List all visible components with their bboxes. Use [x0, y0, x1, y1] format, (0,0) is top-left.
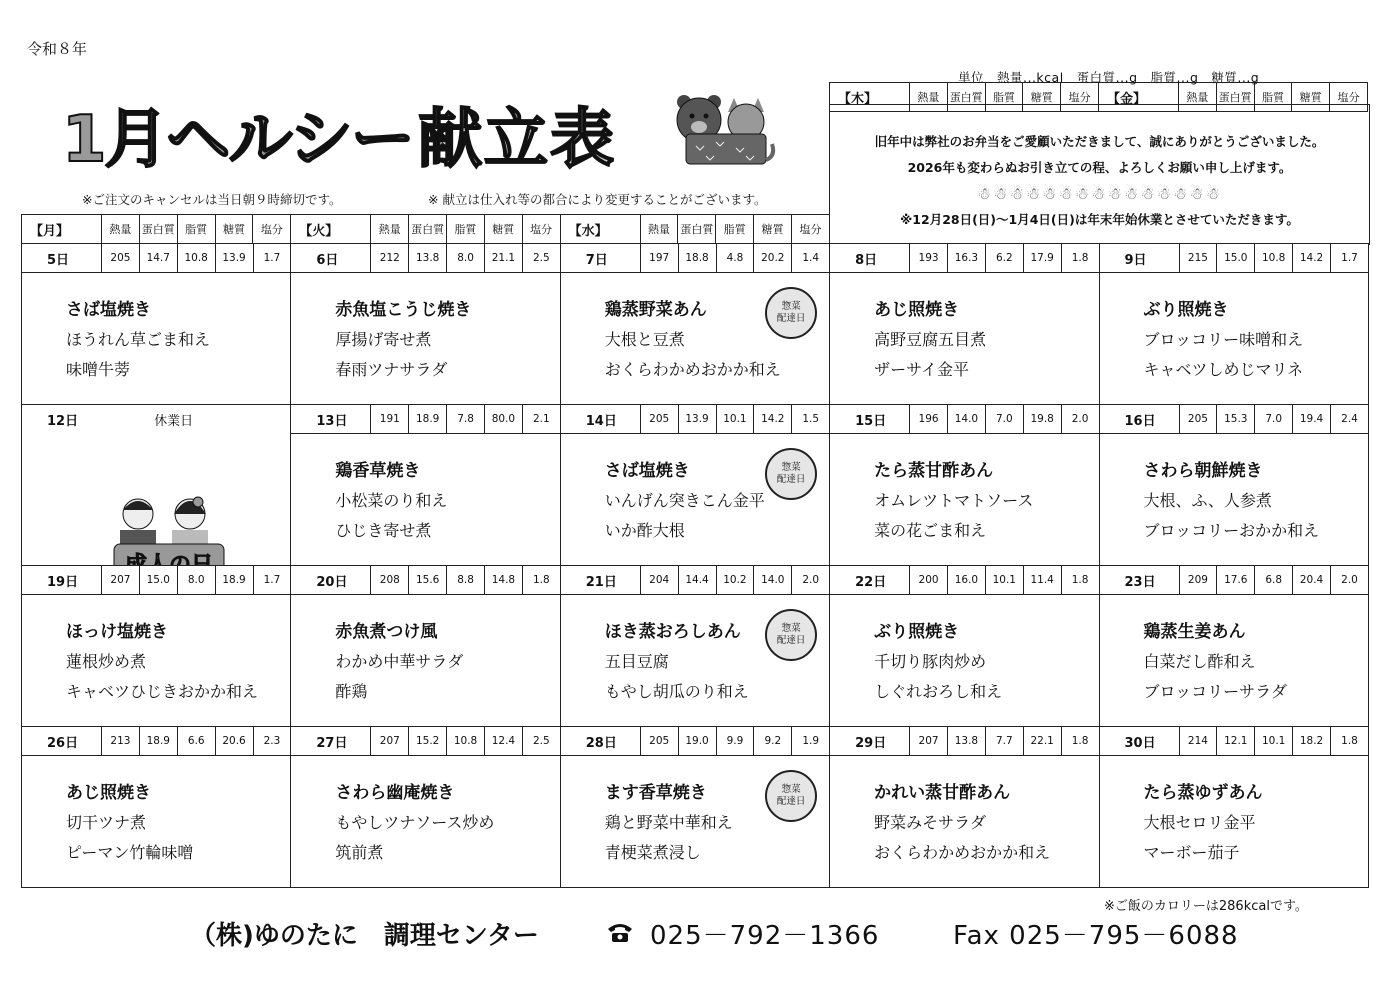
sugar-value: 13.9 — [215, 244, 253, 273]
fat-value: 10.1 — [985, 566, 1023, 595]
main-dish: あじ照焼き — [66, 783, 151, 803]
day-date: 6日 — [291, 244, 371, 273]
day-menu-cell — [22, 756, 291, 888]
phone-number: 025－792－1366 — [650, 921, 880, 951]
week-menu-row — [22, 434, 1369, 566]
weekday-thu: 【木】 — [830, 83, 910, 112]
col-protein: 蛋白質 — [409, 215, 447, 244]
col-kcal: 熱量 — [102, 215, 140, 244]
salt-value: 2.3 — [253, 727, 291, 756]
day-menu-cell — [291, 595, 560, 727]
col-sugar: 糖質 — [484, 215, 522, 244]
menu-list — [291, 434, 559, 546]
greeting-box — [829, 104, 1370, 245]
col-salt: 塩分 — [522, 215, 560, 244]
kcal-value: 212 — [371, 244, 409, 273]
side-dish: ブロッコリー味噌和え — [1143, 330, 1304, 349]
delivery-day-badge-text: 惣菜 配達日 — [776, 301, 806, 324]
side-dish: 筑前煮 — [335, 843, 384, 862]
salt-value: 2.0 — [1331, 566, 1369, 595]
protein-value: 14.4 — [678, 566, 716, 595]
protein-value: 18.9 — [139, 727, 177, 756]
delivery-day-badge — [765, 448, 817, 500]
kcal-value: 196 — [910, 405, 948, 434]
menu-list — [291, 756, 559, 868]
main-dish: ほき蒸おろしあん — [604, 622, 741, 642]
side-dish: キャベツしめじマリネ — [1143, 360, 1304, 379]
fat-value: 10.8 — [177, 244, 215, 273]
kcal-value: 213 — [102, 727, 140, 756]
protein-value: 13.8 — [409, 244, 447, 273]
salt-value: 1.4 — [792, 244, 830, 273]
side-dish: ザーサイ金平 — [874, 360, 970, 379]
salt-value: 1.7 — [253, 566, 291, 595]
menu-list — [1100, 595, 1369, 707]
greeting-line-2: 2026年も変わらぬお引き立ての程、よろしくお願い申し上げます。 — [907, 160, 1292, 175]
side-dish: 厚揚げ寄せ煮 — [335, 330, 432, 349]
day-menu-cell — [1099, 434, 1369, 566]
fat-value: 7.0 — [1255, 405, 1293, 434]
protein-value: 12.1 — [1217, 727, 1255, 756]
main-dish: 赤魚煮つけ風 — [335, 622, 438, 642]
col-protein: 蛋白質 — [1216, 83, 1254, 112]
main-dish: かれい蒸甘酢あん — [874, 783, 1011, 803]
snowman-icons: ☃☃☃☃☃☃☃☃☃☃☃☃☃☃☃ — [976, 184, 1223, 203]
main-dish: あじ照焼き — [874, 300, 960, 320]
week-menu-row — [22, 756, 1369, 888]
side-dish: しぐれおろし和え — [874, 682, 1003, 701]
fat-value: 10.1 — [716, 405, 754, 434]
col-kcal: 熱量 — [371, 215, 409, 244]
bear-cat-illustration — [672, 90, 778, 168]
side-dish: もやし胡瓜のり和え — [604, 682, 749, 701]
side-dish: キャベツひじきおかか和え — [66, 682, 259, 701]
day-date: 13日 — [291, 405, 371, 434]
main-dish: ます香草焼き — [604, 783, 707, 803]
sugar-value: 9.2 — [754, 727, 792, 756]
kcal-value: 209 — [1179, 566, 1217, 595]
day-date: 21日 — [560, 566, 640, 595]
side-dish: わかめ中華サラダ — [335, 652, 464, 671]
sugar-value: 21.1 — [485, 244, 523, 273]
col-sugar: 糖質 — [215, 215, 253, 244]
day-menu-cell — [22, 273, 291, 405]
side-dish: もやしツナソース炒め — [335, 813, 495, 832]
kcal-value: 214 — [1179, 727, 1217, 756]
protein-value: 16.0 — [948, 566, 986, 595]
col-fat: 脂質 — [177, 215, 215, 244]
main-dish: さわら朝鮮焼き — [1143, 461, 1263, 481]
salt-value: 1.8 — [1331, 727, 1369, 756]
day-menu-cell — [1099, 273, 1369, 405]
day-menu-cell — [830, 273, 1099, 405]
day-date: 20日 — [291, 566, 371, 595]
kcal-value: 197 — [640, 244, 678, 273]
sugar-value: 14.8 — [485, 566, 523, 595]
kcal-value: 200 — [910, 566, 948, 595]
fat-value: 4.8 — [716, 244, 754, 273]
fat-value: 8.0 — [447, 244, 485, 273]
col-kcal: 熱量 — [910, 83, 948, 112]
col-sugar: 糖質 — [1023, 83, 1061, 112]
weekday-fri: 【金】 — [1098, 83, 1178, 112]
day-date: 22日 — [830, 566, 910, 595]
col-protein: 蛋白質 — [139, 215, 177, 244]
sugar-value: 19.8 — [1023, 405, 1061, 434]
day-menu-cell — [22, 595, 291, 727]
col-fat: 脂質 — [985, 83, 1023, 112]
protein-value: 19.0 — [678, 727, 716, 756]
side-dish: 五目豆腐 — [604, 652, 669, 671]
salt-value: 1.9 — [792, 727, 830, 756]
menu-grid — [21, 243, 1369, 888]
sugar-value: 20.4 — [1293, 566, 1331, 595]
day-menu-cell — [1099, 595, 1369, 727]
day-menu-cell — [830, 595, 1099, 727]
kcal-value: 205 — [102, 244, 140, 273]
protein-value: 15.6 — [409, 566, 447, 595]
delivery-day-badge — [765, 287, 817, 339]
main-dish: 鶏蒸野菜あん — [604, 300, 707, 320]
sugar-value: 80.0 — [485, 405, 523, 434]
unit-legend: 単位 熱量...kcal 蛋白質...g 脂質...g 糖質...g — [958, 70, 1260, 85]
kcal-value: 215 — [1179, 244, 1217, 273]
kcal-value: 208 — [371, 566, 409, 595]
day-menu-cell — [291, 434, 560, 566]
menu-list — [830, 434, 1098, 546]
side-dish: 青梗菜煮浸し — [604, 843, 701, 862]
coming-of-age-illustration — [94, 492, 234, 578]
protein-value: 14.0 — [948, 405, 986, 434]
protein-value: 15.3 — [1217, 405, 1255, 434]
side-dish: 味噌牛蒡 — [66, 360, 131, 379]
coming-of-age-text: 成人の日 — [124, 552, 214, 578]
weekday-wed: 【水】 — [560, 215, 640, 244]
date-label: 12日 — [47, 413, 79, 429]
side-dish: ほうれん草ごま和え — [66, 330, 211, 349]
sugar-value: 12.4 — [485, 727, 523, 756]
main-dish: 鶏香草焼き — [335, 461, 421, 481]
salt-value: 2.5 — [522, 244, 560, 273]
side-dish: 高野豆腐五目煮 — [874, 330, 987, 349]
greeting-line-1: 旧年中は弊社のお弁当をご愛顧いただきまして、誠にありがとうございました。 — [874, 134, 1325, 149]
menu-list — [830, 273, 1098, 385]
main-dish: さば塩焼き — [604, 461, 690, 481]
week-menu-row — [22, 595, 1369, 727]
main-dish: たら蒸ゆずあん — [1143, 783, 1263, 803]
menu-list — [830, 756, 1098, 868]
week-header-row — [22, 727, 1369, 756]
side-dish: 野菜みそサラダ — [874, 813, 986, 832]
protein-value: 17.6 — [1217, 566, 1255, 595]
main-dish: さば塩焼き — [66, 300, 151, 320]
kcal-value: 204 — [640, 566, 678, 595]
salt-value: 1.5 — [792, 405, 830, 434]
protein-value: 14.7 — [139, 244, 177, 273]
menu-list — [291, 273, 559, 385]
menu-list — [1100, 273, 1369, 385]
fat-value: 6.6 — [177, 727, 215, 756]
salt-value: 1.8 — [1061, 727, 1099, 756]
sugar-value: 14.2 — [1293, 244, 1331, 273]
fat-value: 7.8 — [447, 405, 485, 434]
side-dish: おくらわかめおかか和え — [604, 360, 781, 379]
day-menu-cell — [560, 595, 829, 727]
change-note: ※ 献立は仕入れ等の都合により変更することがございます。 — [428, 192, 767, 207]
day-date: 28日 — [560, 727, 640, 756]
salt-value: 1.8 — [522, 566, 560, 595]
page-title: 1月ヘルシー — [62, 103, 413, 177]
side-dish: 鶏と野菜中華和え — [604, 813, 733, 832]
day-menu-cell — [830, 434, 1099, 566]
side-dish: おくらわかめおかか和え — [874, 843, 1051, 862]
side-dish: 大根、ふ、人参煮 — [1143, 491, 1272, 510]
week-header-row — [22, 405, 1369, 434]
salt-value: 2.0 — [1061, 405, 1099, 434]
delivery-day-badge — [765, 770, 817, 822]
day-date — [22, 405, 291, 434]
side-dish: 切干ツナ煮 — [66, 813, 147, 832]
greeting-message — [830, 129, 1369, 233]
day-date: 23日 — [1099, 566, 1179, 595]
sugar-value: 11.4 — [1023, 566, 1061, 595]
main-dish: ほっけ塩焼き — [66, 622, 168, 642]
main-dish: ぶり照焼き — [874, 622, 960, 642]
menu-list — [1100, 756, 1369, 868]
salt-value: 1.8 — [1061, 244, 1099, 273]
weekday-mon: 【月】 — [22, 215, 102, 244]
day-menu-cell — [560, 756, 829, 888]
sugar-value: 14.2 — [754, 405, 792, 434]
sugar-value: 17.9 — [1023, 244, 1061, 273]
main-dish: ぶり照焼き — [1143, 300, 1229, 320]
salt-value: 1.7 — [1331, 244, 1369, 273]
kcal-value: 193 — [910, 244, 948, 273]
fat-value: 9.9 — [716, 727, 754, 756]
col-sugar: 糖質 — [1292, 83, 1330, 112]
side-dish: オムレツトマトソース — [874, 491, 1034, 510]
holiday-notice: ※12月28日(日)～1月4日(日)は年末年始休業とさせていただきます。 — [900, 212, 1299, 227]
side-dish: 大根と豆煮 — [604, 330, 685, 349]
holiday-label: 休業日 — [154, 413, 194, 429]
col-salt: 塩分 — [792, 215, 830, 244]
day-date: 30日 — [1099, 727, 1179, 756]
protein-value: 18.9 — [409, 405, 447, 434]
side-dish: ブロッコリーサラダ — [1143, 682, 1288, 701]
protein-value: 15.0 — [1217, 244, 1255, 273]
sugar-value: 22.1 — [1023, 727, 1061, 756]
header-mon-wed — [21, 214, 830, 244]
holiday-cell — [22, 434, 291, 578]
fat-value: 6.2 — [985, 244, 1023, 273]
fat-value: 10.2 — [716, 566, 754, 595]
menu-list — [1100, 434, 1369, 546]
day-date: 29日 — [830, 727, 910, 756]
delivery-day-badge — [765, 609, 817, 661]
delivery-day-badge-text: 惣菜 配達日 — [776, 623, 806, 646]
delivery-day-badge-text: 惣菜 配達日 — [776, 462, 806, 485]
sugar-value: 20.2 — [754, 244, 792, 273]
sugar-value: 20.6 — [215, 727, 253, 756]
day-menu-cell — [560, 273, 829, 405]
main-dish: 鶏蒸生姜あん — [1143, 622, 1246, 642]
day-date: 9日 — [1099, 244, 1179, 273]
sugar-value: 19.4 — [1293, 405, 1331, 434]
kcal-value: 191 — [371, 405, 409, 434]
salt-value: 1.8 — [1061, 566, 1099, 595]
protein-value: 13.9 — [678, 405, 716, 434]
sugar-value: 18.9 — [215, 566, 253, 595]
kcal-value: 205 — [640, 405, 678, 434]
week-header-row — [22, 244, 1369, 273]
side-dish: 菜の花ごま和え — [874, 521, 987, 540]
fat-value: 10.8 — [447, 727, 485, 756]
salt-value: 2.4 — [1331, 405, 1369, 434]
col-protein: 蛋白質 — [678, 215, 716, 244]
menu-list — [830, 595, 1098, 707]
side-dish: 蓮根炒め煮 — [66, 652, 147, 671]
side-dish: 春雨ツナサラダ — [335, 360, 448, 379]
day-date: 14日 — [560, 405, 640, 434]
day-date: 5日 — [22, 244, 102, 273]
protein-value: 16.3 — [948, 244, 986, 273]
side-dish: 酢鶏 — [335, 682, 368, 701]
day-date: 8日 — [830, 244, 910, 273]
side-dish: ブロッコリーおかか和え — [1143, 521, 1320, 540]
kcal-value: 207 — [371, 727, 409, 756]
side-dish: 白菜だし酢和え — [1143, 652, 1256, 671]
col-salt: 塩分 — [253, 215, 291, 244]
salt-value: 2.1 — [522, 405, 560, 434]
protein-value: 13.8 — [948, 727, 986, 756]
side-dish: 大根セロリ金平 — [1143, 813, 1256, 832]
week-header-row — [22, 566, 1369, 595]
side-dish: いか酢大根 — [604, 521, 685, 540]
menu-list — [22, 756, 290, 868]
day-menu-cell — [291, 756, 560, 888]
menu-list — [22, 273, 290, 385]
day-date: 16日 — [1099, 405, 1179, 434]
salt-value: 1.7 — [253, 244, 291, 273]
page-title-sub: 献立表 — [418, 103, 616, 177]
side-dish: 千切り豚肉炒め — [874, 652, 987, 671]
delivery-day-badge-text: 惣菜 配達日 — [776, 784, 806, 807]
weekday-tue: 【火】 — [291, 215, 371, 244]
day-date: 26日 — [22, 727, 102, 756]
main-dish: さわら幽庵焼き — [335, 783, 455, 803]
main-dish: 赤魚塩こうじ焼き — [335, 300, 472, 320]
cancel-note: ※ご注文のキャンセルは当日朝９時締切です。 — [82, 192, 342, 207]
col-salt: 塩分 — [1330, 83, 1368, 112]
fat-value: 10.1 — [1255, 727, 1293, 756]
kcal-value: 205 — [1179, 405, 1217, 434]
col-fat: 脂質 — [447, 215, 485, 244]
week-menu-row — [22, 273, 1369, 405]
phone-icon — [606, 921, 634, 943]
fat-value: 8.8 — [447, 566, 485, 595]
era-year: 令和８年 — [27, 40, 88, 58]
col-kcal: 熱量 — [640, 215, 678, 244]
day-date: 7日 — [560, 244, 640, 273]
col-fat: 脂質 — [1254, 83, 1292, 112]
side-dish: いんげん突きこん金平 — [604, 491, 765, 510]
kcal-value: 207 — [102, 566, 140, 595]
menu-list — [291, 595, 559, 707]
side-dish: マーボー茄子 — [1143, 843, 1240, 862]
fat-value: 7.7 — [985, 727, 1023, 756]
sugar-value: 18.2 — [1293, 727, 1331, 756]
protein-value: 18.8 — [678, 244, 716, 273]
fax-number: Fax 025－795－6088 — [953, 921, 1239, 951]
fat-value: 7.0 — [985, 405, 1023, 434]
salt-value: 2.5 — [522, 727, 560, 756]
day-menu-cell — [1099, 756, 1369, 888]
col-fat: 脂質 — [716, 215, 754, 244]
day-menu-cell — [560, 434, 829, 566]
protein-value: 15.2 — [409, 727, 447, 756]
kcal-value: 205 — [640, 727, 678, 756]
side-dish: 小松菜のり和え — [335, 491, 448, 510]
col-protein: 蛋白質 — [947, 83, 985, 112]
day-date: 15日 — [830, 405, 910, 434]
day-date: 27日 — [291, 727, 371, 756]
day-date: 19日 — [22, 566, 102, 595]
salt-value: 2.0 — [792, 566, 830, 595]
menu-list — [22, 595, 290, 707]
main-dish: たら蒸甘酢あん — [874, 461, 994, 481]
fat-value: 8.0 — [177, 566, 215, 595]
side-dish: ひじき寄せ煮 — [335, 521, 432, 540]
day-menu-cell — [291, 273, 560, 405]
fat-value: 6.8 — [1255, 566, 1293, 595]
rice-calorie-note: ※ご飯のカロリーは286kcalです。 — [1104, 899, 1308, 914]
col-salt: 塩分 — [1061, 83, 1099, 112]
kcal-value: 207 — [910, 727, 948, 756]
company-name: （株)ゆのたに 調理センター — [190, 921, 539, 951]
day-menu-cell — [830, 756, 1099, 888]
sugar-value: 14.0 — [754, 566, 792, 595]
side-dish: ピーマン竹輪味噌 — [66, 843, 194, 862]
protein-value: 15.0 — [139, 566, 177, 595]
col-kcal: 熱量 — [1178, 83, 1216, 112]
fat-value: 10.8 — [1255, 244, 1293, 273]
col-sugar: 糖質 — [754, 215, 792, 244]
